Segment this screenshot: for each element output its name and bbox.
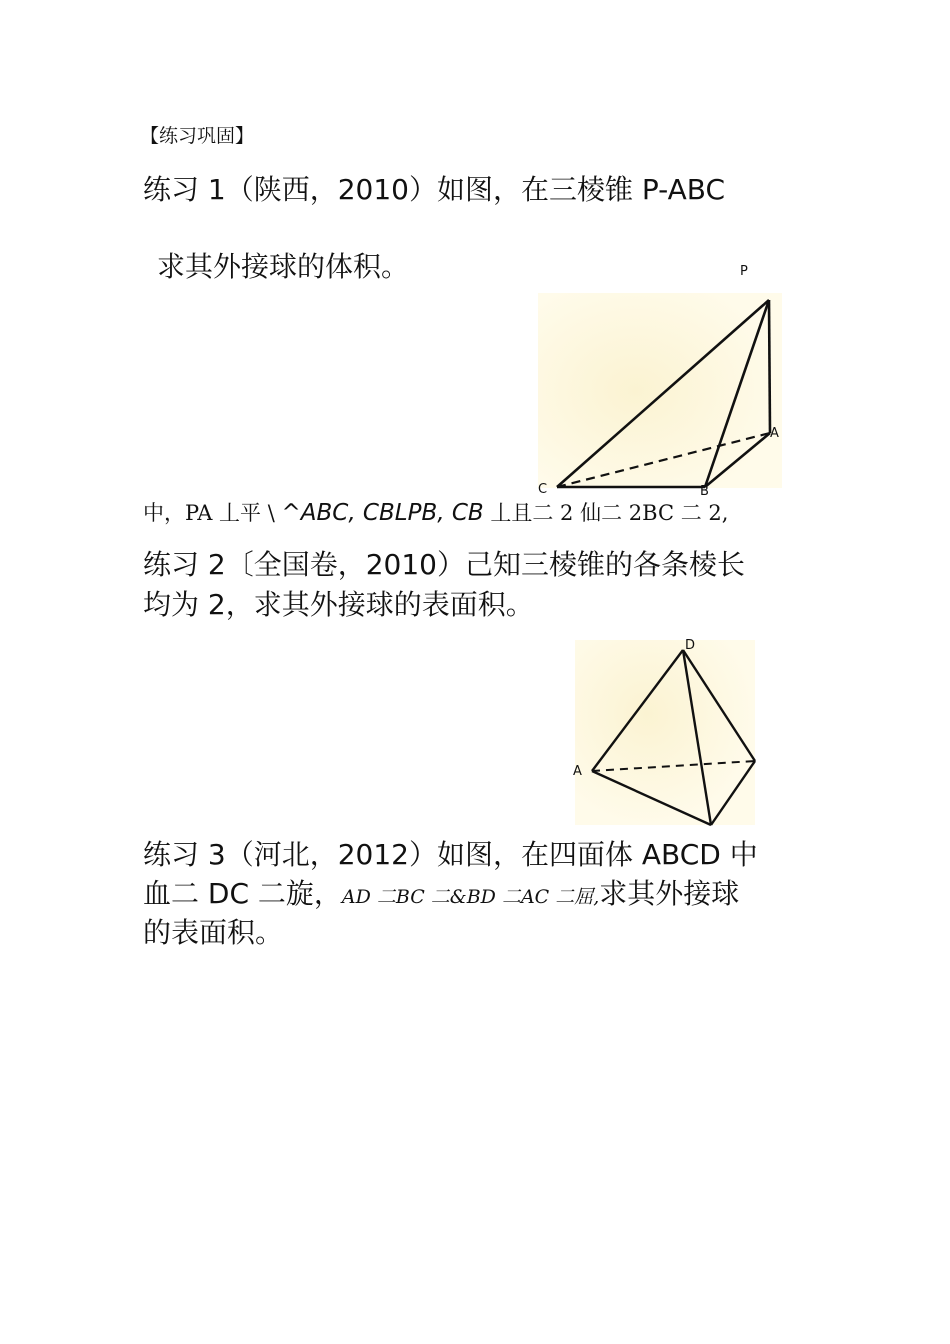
exercise3-line3: 的表面积。 — [143, 916, 284, 949]
edge-pa — [769, 300, 770, 433]
exercise1-line3-a: 中，PA 丄平 \ — [143, 501, 282, 525]
exercise2-line2: 均为 2，求其外接球的表面积。 — [143, 588, 534, 621]
label-c: C — [538, 482, 548, 497]
exercise1-line1: 练习 1（陕西，2010）如图，在三棱锥 P-ABC — [143, 173, 726, 206]
figure2-background — [575, 640, 755, 825]
label-p: P — [740, 264, 748, 279]
exercise3-line2-b: AD 二BC 二&BD 二AC 二屈, — [341, 886, 600, 908]
section-title: 【练习巩固】 — [140, 125, 255, 147]
exercise3-line2 — [143, 874, 739, 917]
exercise2-line1: 练习 2〔全国卷，2010）己知三棱锥的各条棱长 — [143, 548, 745, 581]
label-a2: A — [573, 764, 582, 779]
exercise1-line3 — [143, 497, 728, 527]
label-b: B — [700, 484, 709, 499]
exercise3-line2-a: 血二 DC 二旋， — [143, 877, 342, 910]
exercise3-line1: 练习 3（河北，2012）如图，在四面体 ABCD 中 — [143, 838, 758, 871]
exercise1-line3-c: 丄且二 2 仙二 2BC 二 2, — [483, 501, 729, 525]
label-a: A — [770, 426, 779, 441]
exercise1-line2: 求其外接球的体积。 — [157, 250, 410, 283]
exercise2-figure — [565, 635, 765, 830]
exercise1-figure — [530, 255, 790, 500]
exercise1-line3-b: ^ABC, CBLPB, CB — [281, 500, 484, 526]
label-d: D — [685, 638, 696, 653]
exercise3-line2-c: 求其外接球 — [599, 877, 740, 910]
